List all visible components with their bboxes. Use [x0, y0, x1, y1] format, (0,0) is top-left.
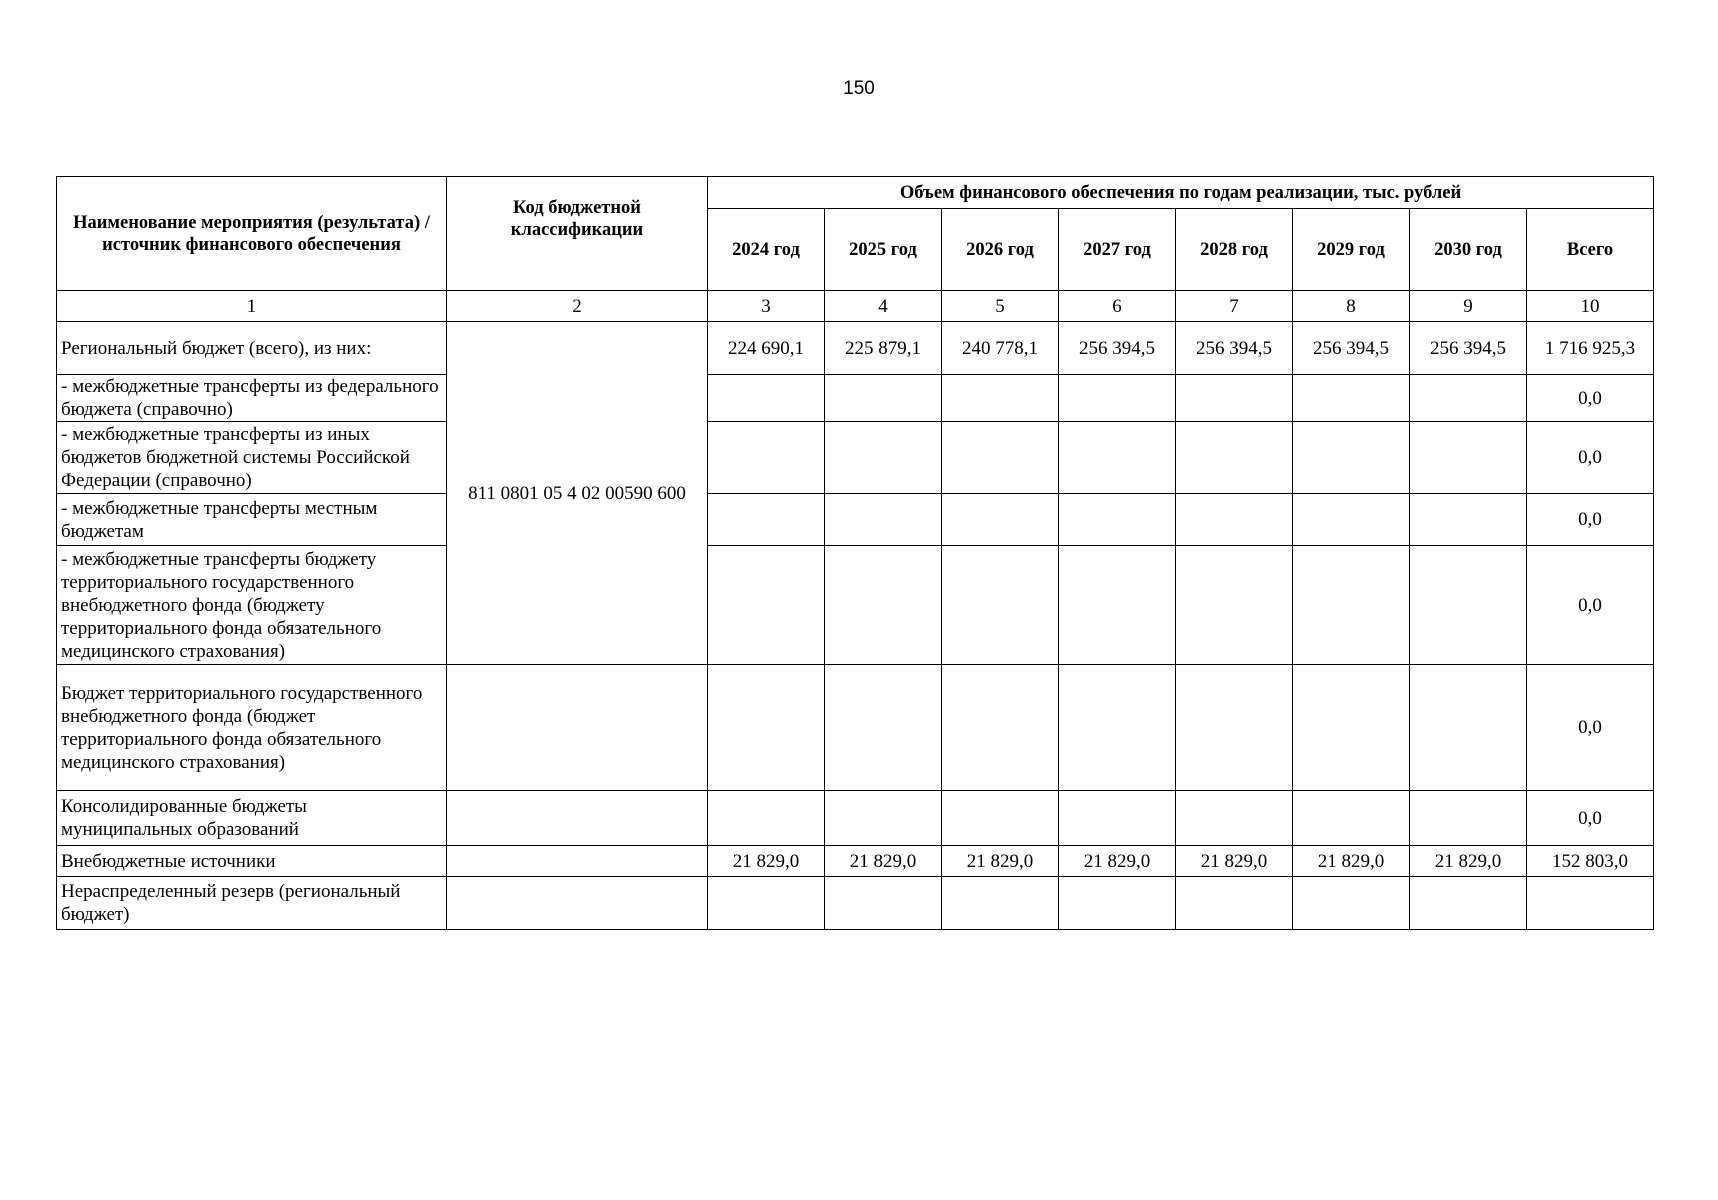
value-cell — [708, 546, 825, 665]
index-cell: 2 — [447, 291, 708, 322]
header-year: 2029 год — [1293, 209, 1410, 291]
value-cell: 21 829,0 — [825, 846, 942, 877]
table-row — [57, 665, 1654, 791]
row-name: Региональный бюджет (всего), из них: — [57, 322, 447, 375]
total-cell: 0,0 — [1527, 665, 1654, 791]
value-cell — [1410, 494, 1527, 546]
value-cell — [825, 422, 942, 494]
value-cell: 21 829,0 — [1410, 846, 1527, 877]
total-cell: 0,0 — [1527, 422, 1654, 494]
table-row — [57, 846, 1654, 877]
value-cell — [1176, 791, 1293, 846]
header-total: Всего — [1527, 209, 1654, 291]
value-cell — [1293, 422, 1410, 494]
total-cell: 0,0 — [1527, 546, 1654, 665]
table-row — [57, 546, 1654, 665]
header-year: 2027 год — [1059, 209, 1176, 291]
index-cell: 1 — [57, 291, 447, 322]
value-cell — [1410, 422, 1527, 494]
value-cell — [708, 791, 825, 846]
value-cell: 256 394,5 — [1059, 322, 1176, 375]
row-name: - межбюджетные трансферты бюджету территориального государственного внебюджетного фонда (бюджету территориального фонда обязательного медицинского страхования) — [57, 546, 447, 665]
value-cell — [1293, 791, 1410, 846]
table-row — [57, 422, 1654, 494]
index-cell: 8 — [1293, 291, 1410, 322]
total-cell: 0,0 — [1527, 375, 1654, 422]
header-year: 2024 год — [708, 209, 825, 291]
value-cell — [825, 494, 942, 546]
value-cell: 224 690,1 — [708, 322, 825, 375]
value-cell — [1293, 375, 1410, 422]
total-cell: 0,0 — [1527, 791, 1654, 846]
index-cell: 3 — [708, 291, 825, 322]
budget-code-cell — [447, 877, 708, 930]
value-cell — [708, 422, 825, 494]
value-cell — [1176, 375, 1293, 422]
row-name: - межбюджетные трансферты местным бюджетам — [57, 494, 447, 546]
value-cell — [708, 665, 825, 791]
value-cell — [1293, 877, 1410, 930]
header-year: 2026 год — [942, 209, 1059, 291]
value-cell — [1293, 665, 1410, 791]
value-cell — [708, 494, 825, 546]
value-cell — [1410, 791, 1527, 846]
total-cell: 1 716 925,3 — [1527, 322, 1654, 375]
table-row — [57, 494, 1654, 546]
row-name: - межбюджетные трансферты из федерального бюджета (справочно) — [57, 375, 447, 422]
index-cell: 10 — [1527, 291, 1654, 322]
value-cell — [1176, 877, 1293, 930]
row-name: - межбюджетные трансферты из иных бюджетов бюджетной системы Российской Федерации (справочно) — [57, 422, 447, 494]
header-row-1 — [57, 177, 1654, 209]
value-cell — [1176, 665, 1293, 791]
budget-code-cell — [447, 846, 708, 877]
value-cell — [1059, 494, 1176, 546]
value-cell — [825, 791, 942, 846]
index-cell: 9 — [1410, 291, 1527, 322]
value-cell: 240 778,1 — [942, 322, 1059, 375]
value-cell — [942, 546, 1059, 665]
table-row — [57, 791, 1654, 846]
value-cell — [1410, 877, 1527, 930]
value-cell — [942, 422, 1059, 494]
header-volume: Объем финансового обеспечения по годам реализации, тыс. рублей — [708, 177, 1654, 209]
budget-code-cell — [447, 665, 708, 791]
header-year: 2030 год — [1410, 209, 1527, 291]
total-cell: 152 803,0 — [1527, 846, 1654, 877]
table-row — [57, 375, 1654, 422]
value-cell: 21 829,0 — [1059, 846, 1176, 877]
value-cell — [1059, 546, 1176, 665]
value-cell — [1176, 494, 1293, 546]
value-cell — [1059, 665, 1176, 791]
value-cell — [1176, 546, 1293, 665]
header-code: Код бюджетной классификации — [447, 177, 708, 291]
table-row — [57, 322, 1654, 375]
value-cell: 256 394,5 — [1293, 322, 1410, 375]
budget-code-cell — [447, 791, 708, 846]
table-row — [57, 877, 1654, 930]
value-cell — [942, 791, 1059, 846]
value-cell: 256 394,5 — [1410, 322, 1527, 375]
value-cell — [942, 375, 1059, 422]
index-cell: 6 — [1059, 291, 1176, 322]
value-cell — [825, 375, 942, 422]
row-name: Консолидированные бюджеты муниципальных образований — [57, 791, 447, 846]
value-cell — [708, 375, 825, 422]
value-cell — [1059, 375, 1176, 422]
index-cell: 7 — [1176, 291, 1293, 322]
value-cell — [1176, 422, 1293, 494]
value-cell — [942, 665, 1059, 791]
financing-table — [56, 176, 1654, 930]
value-cell — [1293, 494, 1410, 546]
value-cell — [1059, 877, 1176, 930]
value-cell: 225 879,1 — [825, 322, 942, 375]
total-cell: 0,0 — [1527, 494, 1654, 546]
value-cell: 21 829,0 — [1176, 846, 1293, 877]
value-cell — [708, 877, 825, 930]
budget-code-cell: 811 0801 05 4 02 00590 600 — [447, 322, 708, 665]
header-year: 2025 год — [825, 209, 942, 291]
value-cell — [942, 877, 1059, 930]
value-cell — [825, 546, 942, 665]
header-name: Наименование мероприятия (результата) / источник финансового обеспечения — [57, 177, 447, 291]
index-cell: 5 — [942, 291, 1059, 322]
header-year: 2028 год — [1176, 209, 1293, 291]
total-cell — [1527, 877, 1654, 930]
page-number: 150 — [843, 78, 875, 99]
value-cell: 21 829,0 — [1293, 846, 1410, 877]
value-cell — [942, 494, 1059, 546]
value-cell — [825, 877, 942, 930]
value-cell — [1059, 791, 1176, 846]
value-cell: 21 829,0 — [708, 846, 825, 877]
index-cell: 4 — [825, 291, 942, 322]
value-cell — [1293, 546, 1410, 665]
value-cell: 21 829,0 — [942, 846, 1059, 877]
value-cell: 256 394,5 — [1176, 322, 1293, 375]
value-cell — [1059, 422, 1176, 494]
value-cell — [1410, 375, 1527, 422]
row-name: Внебюджетные источники — [57, 846, 447, 877]
value-cell — [1410, 546, 1527, 665]
value-cell — [825, 665, 942, 791]
value-cell — [1410, 665, 1527, 791]
row-name: Бюджет территориального государственного внебюджетного фонда (бюджет территориального фонда обязательного медицинского страхования) — [57, 665, 447, 791]
row-name: Нераспределенный резерв (региональный бюджет) — [57, 877, 447, 930]
index-row — [57, 291, 1654, 322]
